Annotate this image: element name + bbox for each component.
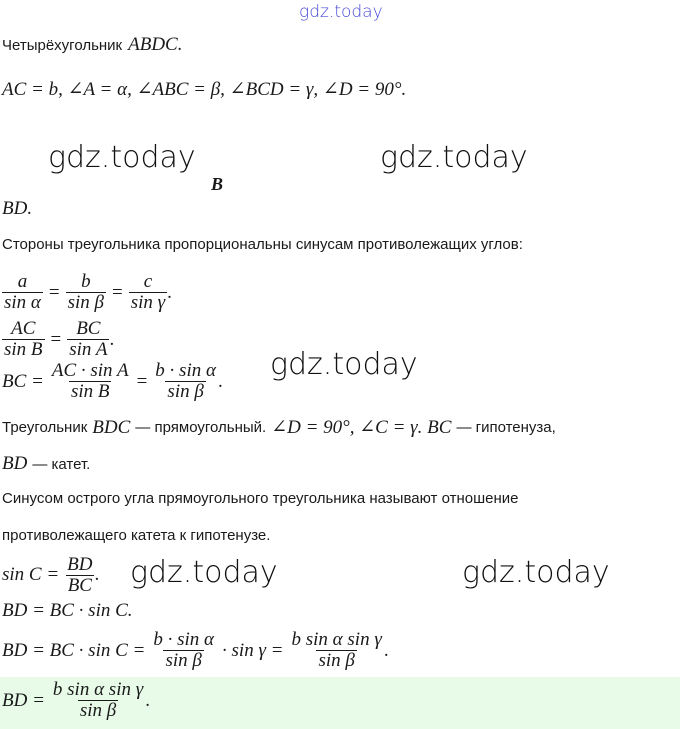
bd-cathetus-line: BD — катет. (2, 453, 91, 474)
triangle-line: Треугольник BDC — прямоугольный. ∠D = 90°, ∠C = γ. BC — гипотенуза, (2, 416, 556, 438)
sine-rule-text: Стороны треугольника пропорциональны синусам противолежащих углов: (2, 236, 523, 253)
formula-ratio: $\frac{AC}{\text{sin B}}$ = $\frac{BC}{\text{sin A}}$ . (4, 318, 115, 360)
watermark-3: gdz.today (270, 347, 418, 382)
find-partial: B (211, 174, 224, 190)
sine-definition-1: Синусом острого угла прямоугольного треугольника называют отношение (2, 490, 519, 507)
watermark-4: gdz.today (130, 555, 278, 590)
sine-definition-2: противолежащего катета к гипотенузе. (2, 527, 271, 544)
fraction: $\frac{c}{\text{sin γ}}$ (130, 271, 166, 313)
fraction: $\frac{\text{b sin α sin γ}}{\text{sin β}}$ (52, 679, 144, 721)
fraction: $\frac{a}{\text{sin α}}$ (4, 271, 41, 313)
fraction: $\frac{b}{\text{sin β}}$ (67, 271, 105, 313)
given-quad-text: Четырёхугольник (2, 36, 123, 54)
fraction: $\frac{\text{b · sin α}}{\text{sin β}}$ (155, 360, 216, 402)
formula-bc: BC = $\frac{\text{AC · sin A}}{\text{sin B}}$ = $\frac{\text{b · sin α}}{\text{sin β}}$ . (2, 360, 223, 402)
formula-bd-expanded: BD = BC · sin C = $\frac{\text{b · sin α}}{\text{sin β}}$ · sin γ = $\frac{\text{b sin α sin γ}}{\text{sin β}}$ . (2, 629, 389, 671)
find-target: BD. (2, 198, 33, 219)
given-line (2, 34, 182, 56)
formula-bd-bc: BD = BC · sin C. (2, 600, 133, 621)
formula-sine-rule: $\frac{a}{\text{sin α}}$ = $\frac{b}{\text{sin β}}$ = $\frac{c}{\text{sin γ}}$ . (4, 271, 172, 313)
watermark-1: gdz.today (48, 140, 196, 175)
formula-sin-c: sin C = $\frac{BD}{BC}$ . (2, 555, 100, 595)
watermark-top: gdz.today (299, 2, 383, 22)
fraction: $\frac{\text{b · sin α}}{\text{sin β}}$ (153, 629, 215, 671)
watermark-2: gdz.today (380, 140, 528, 175)
fraction: $\frac{AC}{\text{sin B}}$ (4, 318, 43, 360)
fraction: $\frac{\text{b sin α sin γ}}{\text{sin β}}$ (291, 629, 382, 671)
given-quad-name: ABDC. (128, 34, 183, 55)
given-values: AC = b, ∠A = α, ∠ABC = β, ∠BCD = γ, ∠D = 90°. (2, 79, 407, 100)
watermark-5: gdz.today (462, 555, 610, 590)
fraction: $\frac{BC}{\text{sin A}}$ (69, 318, 108, 360)
fraction: $\frac{\text{AC · sin A}}{\text{sin B}}$ (51, 360, 129, 402)
fraction: $\frac{BD}{BC}$ (67, 555, 93, 595)
formula-answer: BD = $\frac{\text{b sin α sin γ}}{\text{sin β}}$ . (2, 679, 150, 721)
